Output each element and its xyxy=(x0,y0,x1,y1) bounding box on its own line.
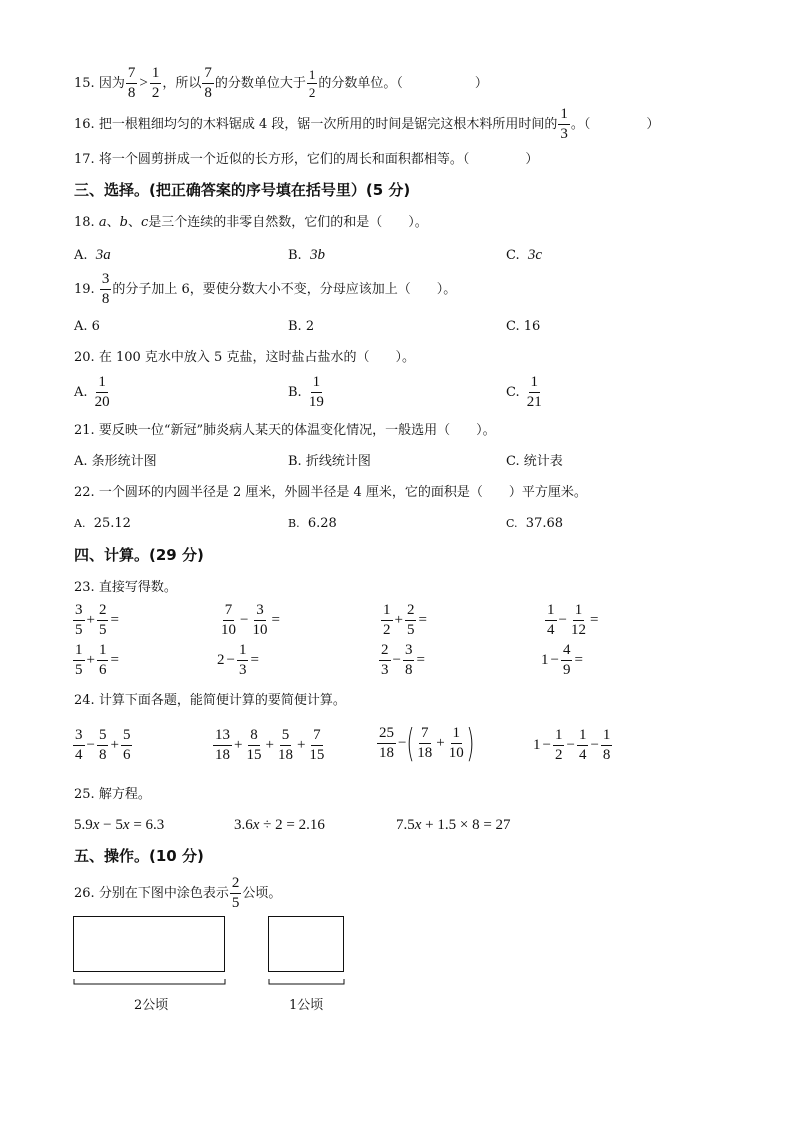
caption-1-hectare: 1公顷 xyxy=(289,998,324,1013)
option-a[interactable]: A. 条形统计图 xyxy=(74,454,157,469)
question-15: 15. 因为 $\frac{7}{8}$ > $\frac{1}{2}$ ，所以 $\frac{7}{8}$ 的分数单位大于 $\frac{1}{2}$ 的分数单位。（ ） xyxy=(74,65,488,101)
question-17: 17. 将一个圆剪拼成一个近似的长方形，它们的周长和面积都相等。（ ） xyxy=(74,152,539,167)
question-26: 26. 分别在下图中涂色表示 $\frac{2}{5}$ 公顷。 xyxy=(74,875,282,911)
option-a[interactable]: A. 6 xyxy=(74,319,100,334)
fraction: $\frac{7}{8}$ xyxy=(127,65,136,101)
option-b[interactable]: B. $\frac{1}{19}$ xyxy=(288,374,324,410)
rectangle-2-hectares[interactable] xyxy=(73,916,225,972)
question-23: 23. 直接写得数。 xyxy=(74,580,177,595)
question-19: 19. $\frac{3}{8}$ 的分子加上 6，要使分数大小不变，分母应该加上（ ）。 xyxy=(74,271,457,307)
question-25: 25. 解方程。 xyxy=(74,787,151,802)
question-number: 15. xyxy=(74,76,95,91)
fraction: $\frac{1}{2}$ xyxy=(151,65,160,101)
option-c[interactable]: C. $\frac{1}{21}$ xyxy=(506,374,542,410)
question-21: 21. 要反映一位“新冠”肺炎病人某天的体温变化情况，一般选用（ ）。 xyxy=(74,423,496,438)
equation-2: 3.6x ÷ 2 = 2.16 xyxy=(234,817,325,833)
option-b[interactable]: B. 折线统计图 xyxy=(288,454,371,469)
expr-23-5: $\frac{1}{5}$ + $\frac{1}{6}$ = xyxy=(75,642,119,678)
fraction: $\frac{3}{8}$ xyxy=(101,271,110,307)
option-c[interactable]: C. 统计表 xyxy=(506,454,563,469)
expr-23-8: 1 − $\frac{4}{9}$ = xyxy=(541,642,583,678)
rectangle-1-hectare[interactable] xyxy=(268,916,344,972)
expr-23-3: $\frac{1}{2}$ + $\frac{2}{5}$ = xyxy=(383,602,427,638)
fraction: $\frac{1}{3}$ xyxy=(560,106,568,142)
expr-24-4: 1 − $\frac{1}{2}$ − $\frac{1}{4}$ − $\frac{1}{8}$ xyxy=(533,727,611,763)
question-16: 16. 把一根粗细均匀的木料锯成 4 段，锯一次所用的时间是锯完这根木料所用时间的 $\frac{1}{3}$ 。（ ） xyxy=(74,106,660,142)
brace-1-hectare xyxy=(268,978,345,988)
section-3-title: 三、选择。(把正确答案的序号填在括号里）(5 分) xyxy=(74,181,411,199)
fraction: $\frac{7}{8}$ xyxy=(204,65,212,101)
question-24: 24. 计算下面各题，能简便计算的要简便计算。 xyxy=(74,693,346,708)
option-b[interactable]: B. 3b xyxy=(288,247,325,263)
expr-23-1: $\frac{3}{5}$ + $\frac{2}{5}$ = xyxy=(75,602,119,638)
expr-24-2: $\frac{13}{18}$ + $\frac{8}{15}$ + $\frac{5}{18}$ + $\frac{7}{15}$ xyxy=(215,727,325,763)
option-c[interactable]: C. 16 xyxy=(506,319,541,334)
option-c[interactable]: C. 37.68 xyxy=(506,516,564,531)
expr-23-2: $\frac{7}{10}$ − $\frac{3}{10}$ = xyxy=(221,602,280,638)
option-b[interactable]: B. 6.28 xyxy=(288,516,337,531)
section-4-title: 四、计算。(29 分) xyxy=(74,546,204,564)
equation-1: 5.9x − 5x = 6.3 xyxy=(74,817,165,833)
question-22: 22. 一个圆环的内圆半径是 2 厘米，外圆半径是 4 厘米，它的面积是（ ）平方厘米。 xyxy=(74,485,587,500)
expr-24-3: $\frac{25}{18}$ −( $\frac{7}{18}$ + $\frac{1}{10}$ ) xyxy=(379,721,475,765)
expr-23-7: $\frac{2}{3}$ − $\frac{3}{8}$ = xyxy=(381,642,425,678)
expr-23-4: $\frac{1}{4}$ − $\frac{1}{12}$ = xyxy=(547,602,599,638)
question-20: 20. 在 100 克水中放入 5 克盐，这时盐占盐水的（ ）。 xyxy=(74,350,415,365)
option-b[interactable]: B. 2 xyxy=(288,319,315,334)
expr-23-6: 2 − $\frac{1}{3}$ = xyxy=(217,642,259,678)
question-18: 18. a、b、c是三个连续的非零自然数，它们的和是（ ）。 xyxy=(74,215,428,230)
caption-2-hectares: 2公顷 xyxy=(134,998,169,1013)
option-a[interactable]: A. $\frac{1}{20}$ xyxy=(74,374,110,410)
option-c[interactable]: C. 3c xyxy=(506,247,543,263)
section-5-title: 五、操作。(10 分) xyxy=(74,847,204,865)
expr-24-1: $\frac{3}{4}$ − $\frac{5}{8}$ + $\frac{5}{6}$ xyxy=(75,727,131,763)
equation-3: 7.5x + 1.5 × 8 = 27 xyxy=(396,817,511,833)
option-a[interactable]: A. 3a xyxy=(74,247,111,263)
fraction: $\frac{1}{2}$ xyxy=(308,67,316,100)
brace-2-hectares xyxy=(73,978,226,988)
option-a[interactable]: A. 25.12 xyxy=(74,516,131,531)
